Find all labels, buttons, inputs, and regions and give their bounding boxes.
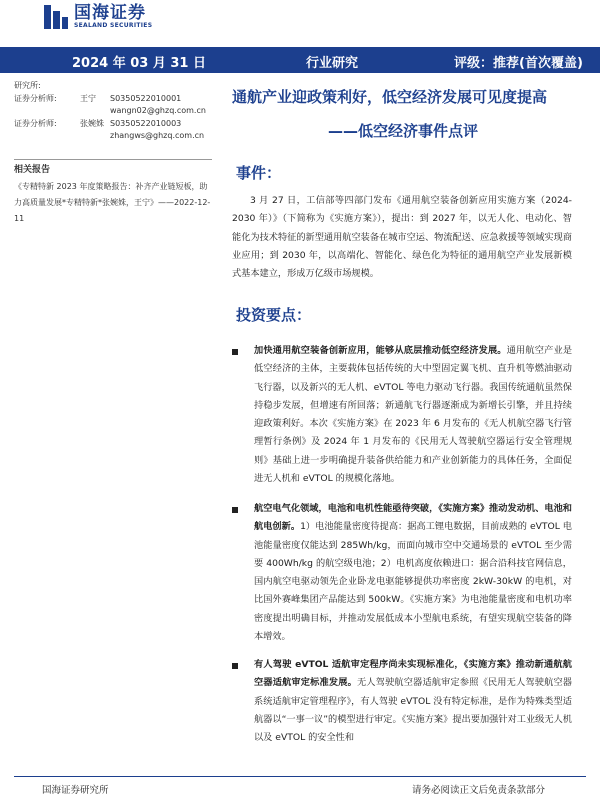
point-body: 1）电池能量密度待提高：据高工锂电数据，目前成熟的 eVTOL 电池能量密度仅能达到 285Wh/kg，而面向城市空中交通场景的 eVTOL 至少需要 400Wh/kg 的航空级电池；2）电机高度依赖进口：据合沿科技官网信息，国内航空电驱动领先企业卧龙电驱能够提供功率密度 2kW-30kW 的电机，对比国外赛峰集团产品能达到 500kW。《实施方案》为电池能量密度和电机功率密度提出明确目标，并推动发展低成本小型航电系统，有望实现航空装备的降本增效。: [254, 521, 572, 643]
analyst-row: [14, 93, 212, 106]
institute-heading: 研究所:: [14, 81, 41, 90]
logo-text-cn: 国海证券: [74, 3, 146, 23]
analyst-row: [14, 118, 212, 131]
analyst-role: 证券分析师:: [14, 118, 57, 128]
report-subtitle: ——低空经济事件点评: [328, 122, 479, 140]
logo-text-en: SEALAND SECURITIES: [74, 22, 153, 29]
company-logo: [44, 4, 152, 29]
analyst-name: 王宁: [80, 93, 96, 103]
bullet-icon: [232, 349, 238, 355]
analyst-email-row: [14, 130, 212, 143]
related-report-item[interactable]: 《专精特新 2023 年度策略报告：补齐产业链短板，助力高质量发展*专精特新*张婉姝，王宁》——2022-12-11: [14, 182, 211, 223]
header-band: [0, 47, 600, 73]
investment-heading: 投资要点：: [236, 306, 312, 324]
bullet-icon: [232, 507, 238, 513]
related-reports-title: 相关报告: [14, 164, 51, 175]
rating: 评级：推荐(首次覆盖): [454, 56, 583, 71]
investment-point: [232, 500, 572, 646]
logo-icon: [44, 5, 68, 29]
footer-disclaimer: 请务必阅读正文后免责条款部分: [412, 785, 546, 796]
point-lead: 航空电气化领域，电池和电机性能亟待突破，《实施方案》推动发动机、电池和航电创新。: [254, 503, 572, 533]
point-body: 无人驾驶航空器适航审定参照《民用无人驾驶航空器系统适航审定管理程序》，有人驾驶 eVTOL 没有特定标准，是作为特殊类型适航器以“一事一议”的模型进行审定。《实施方案》提出要加强针对工业级无人机以及 eVTOL 的安全性和: [254, 677, 572, 744]
event-paragraph: 3 月 27 日，工信部等四部门发布《通用航空装备创新应用实施方案（2024-2030 年）》（下简称为《实施方案》），提出：到 2027 年，以无人化、电动化、智能化为技术特征的新型通用航空装备在城市空运、物流配送、应急救援等领域实现商业应用；到 2030 年，以高端化、智能化、绿色化为特征的通用航空产业发展新模式基本建立，形成万亿级市场规模。: [232, 195, 572, 280]
divider: [14, 159, 212, 160]
report-title: 通航产业迎政策利好，低空经济发展可见度提高: [232, 88, 548, 106]
analyst-name: 张婉姝: [80, 118, 104, 128]
bullet-icon: [232, 663, 238, 669]
report-date: 2024 年 03 月 31 日: [72, 56, 206, 71]
point-body: 通用航空产业是低空经济的主体，主要载体包括传统的大中型固定翼飞机、直升机等燃油驱动飞行器，以及新兴的无人机、eVTOL 等电力驱动飞行器。我国传统通航虽然保持稳步发展，但增速有所回落；新通航飞行器逐渐成为新增长引擎，并且持续迎政策利好。本次《实施方案》在 2023 年 6 月发布的《无人机航空器飞行管理暂行条例》及 2024 年 1 月发布的《民用无人驾驶航空器运行安全管理规则》基础上进一步明确提升装备供给能力和产业创新能力的具体任务，全面促进无人机和 eVTOL 的规模化落地。: [254, 345, 573, 485]
footer-divider: [14, 776, 586, 777]
investment-point: [232, 656, 572, 747]
analyst-email[interactable]: zhangws@ghzq.com.cn: [110, 131, 205, 140]
point-lead: 有人驾驶 eVTOL 适航审定程序尚未实现标准化，《实施方案》推动新通航航空器适航审定标准发展。: [254, 659, 572, 689]
report-type: 行业研究: [306, 56, 359, 71]
analyst-email-row: [14, 105, 212, 118]
point-lead: 加快通用航空装备创新应用，能够从底层推动低空经济发展。: [254, 345, 507, 356]
footer-institute: 国海证券研究所: [42, 785, 109, 796]
analyst-cert: S0350522010001: [110, 93, 182, 103]
event-heading: 事件：: [236, 164, 282, 182]
analyst-role: 证券分析师:: [14, 93, 57, 103]
investment-point: [232, 342, 572, 488]
sidebar: [14, 80, 212, 227]
analyst-cert: S0350522010003: [110, 118, 182, 128]
analyst-email[interactable]: wangn02@ghzq.com.cn: [110, 106, 206, 115]
